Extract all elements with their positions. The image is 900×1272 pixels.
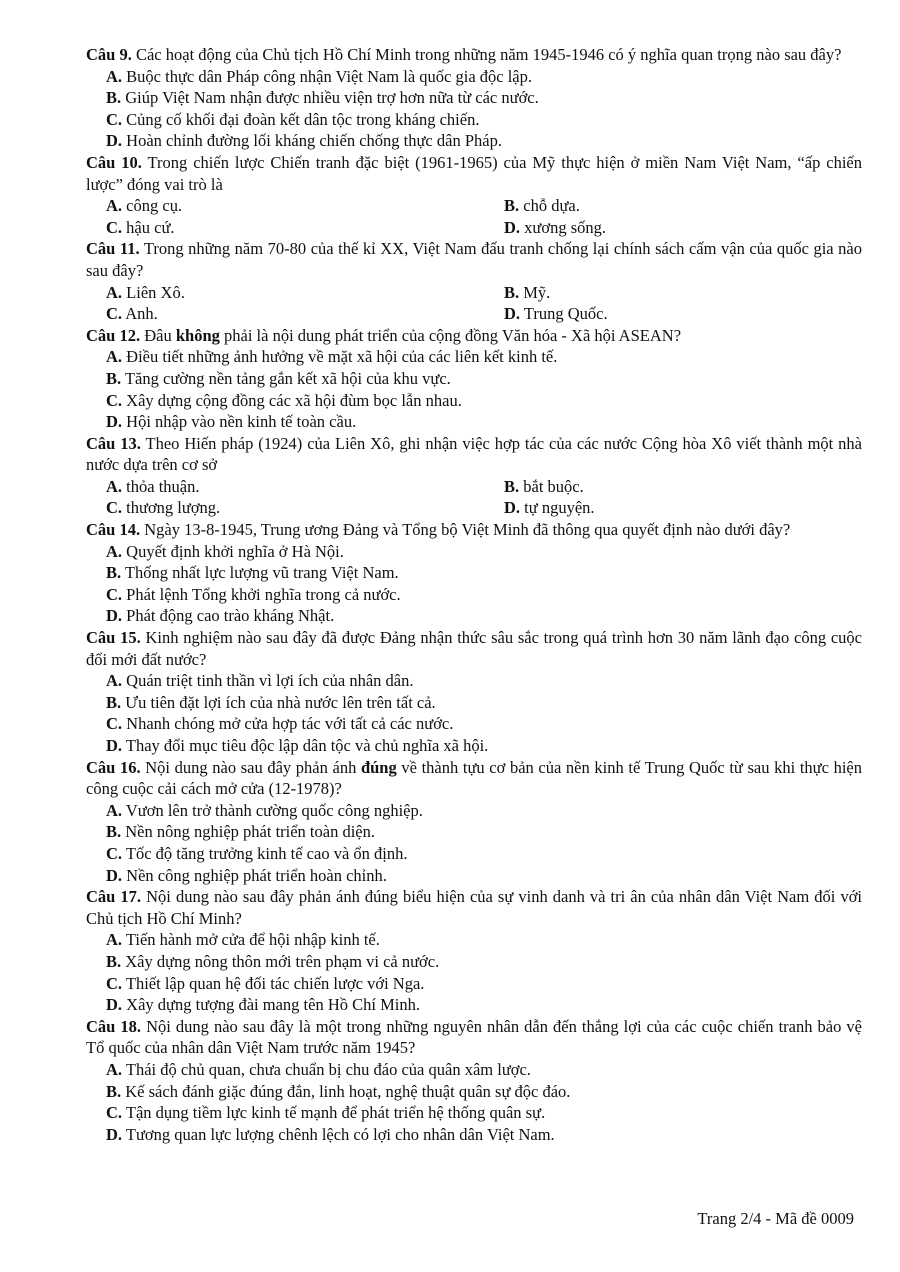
option-text: Nền công nghiệp phát triển hoàn chỉnh. bbox=[122, 865, 387, 885]
option-letter: D. bbox=[504, 217, 521, 237]
question-15 bbox=[86, 627, 862, 757]
option-text: Xây dựng tượng đài mang tên Hồ Chí Minh. bbox=[122, 995, 420, 1015]
question-number: Câu 15. bbox=[86, 628, 141, 648]
option-text: chỗ dựa. bbox=[519, 196, 580, 216]
option-letter: C. bbox=[106, 498, 123, 518]
question-number: Câu 14. bbox=[86, 520, 141, 540]
question-text: Kinh nghiệm nào sau đây đã được Đảng nhận thức sâu sắc trong quá trình hơn 30 năm lãnh đạo công cuộc đổi mới đất nước? bbox=[86, 628, 863, 669]
question-number: Câu 10. bbox=[86, 152, 142, 172]
option-text: Nền nông nghiệp phát triển toàn diện. bbox=[121, 822, 375, 842]
option-text: Xây dựng nông thôn mới trên phạm vi cả nước. bbox=[121, 951, 440, 971]
question-number: Câu 12. bbox=[86, 325, 141, 345]
option-letter: A. bbox=[106, 930, 123, 950]
option-text: Tương quan lực lượng chênh lệch có lợi cho nhân dân Việt Nam. bbox=[122, 1124, 555, 1144]
option-text: Tiến hành mở cửa để hội nhập kinh tế. bbox=[122, 930, 380, 950]
option-text: Phát lệnh Tổng khởi nghĩa trong cả nước. bbox=[122, 584, 401, 604]
question-number: Câu 13. bbox=[86, 433, 141, 453]
option-letter: D. bbox=[504, 498, 521, 518]
option-text: tự nguyện. bbox=[520, 498, 595, 518]
option-letter: A. bbox=[106, 800, 123, 820]
option-d bbox=[86, 735, 862, 757]
page-footer: Trang 2/4 - Mã đề 0009 bbox=[697, 1209, 854, 1228]
option-b bbox=[86, 87, 862, 109]
option-d bbox=[484, 497, 862, 519]
option-letter: B. bbox=[504, 282, 520, 302]
option-d bbox=[86, 1124, 862, 1146]
option-letter: B. bbox=[504, 196, 520, 216]
question-text: Ngày 13-8-1945, Trung ương Đảng và Tổng bộ Việt Minh đã thông qua quyết định nào dưới đây? bbox=[140, 520, 791, 540]
option-text: công cụ. bbox=[122, 196, 183, 216]
option-c bbox=[86, 109, 862, 131]
option-letter: D. bbox=[106, 995, 123, 1015]
option-text: Điều tiết những ảnh hưởng về mặt xã hội của các liên kết kinh tế. bbox=[122, 347, 558, 367]
question-text: Theo Hiến pháp (1924) của Liên Xô, ghi nhận việc hợp tác của các nước Cộng hòa Xô viết thành một nhà nước dựa trên cơ sở bbox=[86, 433, 862, 475]
question-16 bbox=[86, 757, 862, 887]
exam-page bbox=[86, 44, 862, 1145]
option-letter: A. bbox=[106, 476, 123, 496]
option-letter: C. bbox=[106, 217, 123, 237]
option-text: Quyết định khởi nghĩa ở Hà Nội. bbox=[122, 541, 344, 561]
option-text: Kế sách đánh giặc đúng đắn, linh hoạt, nghệ thuật quân sự độc đáo. bbox=[121, 1081, 571, 1101]
question-text: Nội dung nào sau đây phản ánh bbox=[140, 757, 361, 777]
question-stem bbox=[86, 519, 862, 541]
option-c bbox=[86, 1102, 862, 1124]
option-b bbox=[86, 1081, 862, 1103]
option-a bbox=[86, 670, 862, 692]
question-emphasis: không bbox=[175, 325, 220, 345]
option-text: Củng cố khối đại đoàn kết dân tộc trong kháng chiến. bbox=[122, 109, 480, 129]
option-c bbox=[86, 217, 484, 239]
option-c bbox=[86, 584, 862, 606]
option-text: Xây dựng cộng đồng các xã hội đùm bọc lẫn nhau. bbox=[122, 390, 462, 410]
option-b bbox=[484, 282, 862, 304]
question-10 bbox=[86, 152, 862, 238]
option-a bbox=[86, 476, 484, 498]
option-d bbox=[484, 217, 862, 239]
option-text: Ưu tiên đặt lợi ích của nhà nước lên trên tất cả. bbox=[121, 692, 436, 712]
option-text: Hoàn chỉnh đường lối kháng chiến chống thực dân Pháp. bbox=[122, 131, 502, 151]
option-text: Giúp Việt Nam nhận được nhiều viện trợ hơn nữa từ các nước. bbox=[121, 88, 539, 108]
option-c bbox=[86, 713, 862, 735]
option-letter: C. bbox=[106, 973, 123, 993]
option-a bbox=[86, 800, 862, 822]
option-c bbox=[86, 497, 484, 519]
option-letter: C. bbox=[106, 390, 123, 410]
option-letter: D. bbox=[106, 1124, 123, 1144]
option-text: Liên Xô. bbox=[122, 282, 185, 302]
question-13 bbox=[86, 433, 862, 519]
option-text: Hội nhập vào nền kinh tế toàn cầu. bbox=[122, 412, 357, 432]
option-letter: C. bbox=[106, 1103, 123, 1123]
option-text: Thái độ chủ quan, chưa chuẩn bị chu đáo của quân xâm lược. bbox=[122, 1059, 531, 1079]
question-stem bbox=[86, 886, 862, 929]
option-a bbox=[86, 282, 484, 304]
question-text: Trong những năm 70-80 của thế kỉ XX, Việt Nam đấu tranh chống lại chính sách cấm vận của quốc gia nào sau đây? bbox=[86, 239, 862, 280]
option-letter: C. bbox=[106, 584, 123, 604]
option-c bbox=[86, 843, 862, 865]
option-text: Thiết lập quan hệ đối tác chiến lược với Nga. bbox=[122, 973, 425, 993]
option-text: Nhanh chóng mở cửa hợp tác với tất cả các nước. bbox=[122, 714, 454, 734]
question-number: Câu 9. bbox=[86, 45, 132, 64]
question-18 bbox=[86, 1016, 862, 1146]
question-stem bbox=[86, 44, 862, 66]
question-number: Câu 18. bbox=[86, 1016, 142, 1036]
option-letter: A. bbox=[106, 196, 123, 216]
option-a bbox=[86, 929, 862, 951]
question-stem bbox=[86, 433, 862, 476]
option-b bbox=[86, 562, 862, 584]
option-a bbox=[86, 195, 484, 217]
option-letter: A. bbox=[106, 541, 123, 561]
option-text: Trung Quốc. bbox=[520, 304, 608, 324]
option-text: Tăng cường nền tảng gắn kết xã hội của khu vực. bbox=[121, 368, 451, 388]
question-11 bbox=[86, 238, 862, 324]
option-letter: A. bbox=[106, 282, 123, 302]
question-stem bbox=[86, 238, 862, 281]
question-text: phải là nội dung phát triển của cộng đồng Văn hóa - Xã hội ASEAN? bbox=[219, 325, 682, 345]
option-d bbox=[484, 303, 862, 325]
question-number: Câu 16. bbox=[86, 757, 141, 777]
option-text: Thay đổi mục tiêu độc lập dân tộc và chủ nghĩa xã hội. bbox=[122, 736, 489, 755]
question-text: Nội dung nào sau đây phản ánh đúng biểu hiện của sự vinh danh và tri ân của nhân dân Việt Nam đối với Chủ tịch Hồ Chí Minh? bbox=[86, 887, 862, 928]
question-stem bbox=[86, 1016, 862, 1059]
option-b bbox=[484, 195, 862, 217]
option-a bbox=[86, 541, 862, 563]
option-text: thương lượng. bbox=[122, 498, 221, 518]
option-d bbox=[86, 865, 862, 887]
option-text: Anh. bbox=[122, 304, 158, 324]
option-letter: D. bbox=[106, 412, 123, 432]
option-letter: B. bbox=[106, 951, 122, 971]
option-letter: A. bbox=[106, 347, 123, 367]
option-letter: B. bbox=[106, 88, 122, 108]
option-c bbox=[86, 390, 862, 412]
option-letter: D. bbox=[504, 304, 521, 324]
option-letter: C. bbox=[106, 714, 123, 734]
option-text: Tận dụng tiềm lực kinh tế mạnh để phát triển hệ thống quân sự. bbox=[122, 1103, 546, 1123]
option-b bbox=[86, 368, 862, 390]
question-number: Câu 17. bbox=[86, 887, 142, 907]
option-b bbox=[86, 821, 862, 843]
option-d bbox=[86, 130, 862, 152]
option-text: Tốc độ tăng trưởng kinh tế cao và ổn định. bbox=[122, 843, 408, 863]
option-text: Buộc thực dân Pháp công nhận Việt Nam là quốc gia độc lập. bbox=[122, 66, 533, 86]
option-d bbox=[86, 411, 862, 433]
option-letter: B. bbox=[106, 692, 122, 712]
option-letter: D. bbox=[106, 865, 123, 885]
option-letter: B. bbox=[106, 368, 122, 388]
option-letter: B. bbox=[106, 1081, 122, 1101]
option-letter: C. bbox=[106, 843, 123, 863]
option-text: Thống nhất lực lượng vũ trang Việt Nam. bbox=[121, 563, 399, 583]
option-letter: D. bbox=[106, 131, 123, 151]
option-text: Vươn lên trở thành cường quốc công nghiệp. bbox=[122, 800, 423, 820]
option-letter: C. bbox=[106, 304, 123, 324]
option-a bbox=[86, 66, 862, 88]
question-stem bbox=[86, 757, 862, 800]
option-d bbox=[86, 605, 862, 627]
option-letter: D. bbox=[106, 736, 123, 755]
question-text: về thành tựu cơ bản của nền kinh tế Trung Quốc từ sau khi thực hiện công cuộc cải cách mở cửa (12-1978)? bbox=[86, 757, 862, 799]
option-text: bắt buộc. bbox=[519, 476, 584, 496]
option-letter: B. bbox=[504, 476, 520, 496]
question-emphasis: đúng bbox=[360, 757, 397, 777]
question-14 bbox=[86, 519, 862, 627]
option-letter: C. bbox=[106, 109, 123, 129]
question-stem bbox=[86, 627, 862, 670]
option-d bbox=[86, 994, 862, 1016]
option-c bbox=[86, 973, 862, 995]
question-12 bbox=[86, 325, 862, 433]
option-a bbox=[86, 1059, 862, 1081]
option-letter: D. bbox=[106, 606, 123, 626]
option-text: xương sống. bbox=[520, 217, 607, 237]
option-letter: A. bbox=[106, 1059, 123, 1079]
question-text: Nội dung nào sau đây là một trong những nguyên nhân dẫn đến thắng lợi của các cuộc chiến tranh bảo vệ Tổ quốc của nhân dân Việt Nam trước năm 1945? bbox=[86, 1016, 862, 1058]
option-c bbox=[86, 303, 484, 325]
option-letter: B. bbox=[106, 822, 122, 842]
option-text: thỏa thuận. bbox=[122, 476, 200, 496]
option-b bbox=[86, 692, 862, 714]
question-text: Đâu bbox=[140, 325, 176, 345]
option-b bbox=[484, 476, 862, 498]
question-stem bbox=[86, 325, 862, 347]
option-a bbox=[86, 346, 862, 368]
question-stem bbox=[86, 152, 862, 195]
option-letter: A. bbox=[106, 671, 123, 691]
option-text: Mỹ. bbox=[519, 282, 551, 302]
option-b bbox=[86, 951, 862, 973]
question-text: Các hoạt động của Chủ tịch Hồ Chí Minh trong những năm 1945-1946 có ý nghĩa quan trọng nào sau đây? bbox=[131, 45, 842, 64]
question-9 bbox=[86, 44, 862, 152]
option-text: Quán triệt tinh thần vì lợi ích của nhân dân. bbox=[122, 671, 414, 691]
question-number: Câu 11. bbox=[86, 239, 140, 259]
option-text: hậu cứ. bbox=[122, 217, 175, 237]
question-17 bbox=[86, 886, 862, 1016]
question-text: Trong chiến lược Chiến tranh đặc biệt (1961-1965) của Mỹ thực hiện ở miền Nam Việt Nam, “ấp chiến lược” đóng vai trò là bbox=[86, 152, 862, 194]
option-letter: B. bbox=[106, 563, 122, 583]
option-letter: A. bbox=[106, 66, 123, 86]
option-text: Phát động cao trào kháng Nhật. bbox=[122, 606, 335, 626]
